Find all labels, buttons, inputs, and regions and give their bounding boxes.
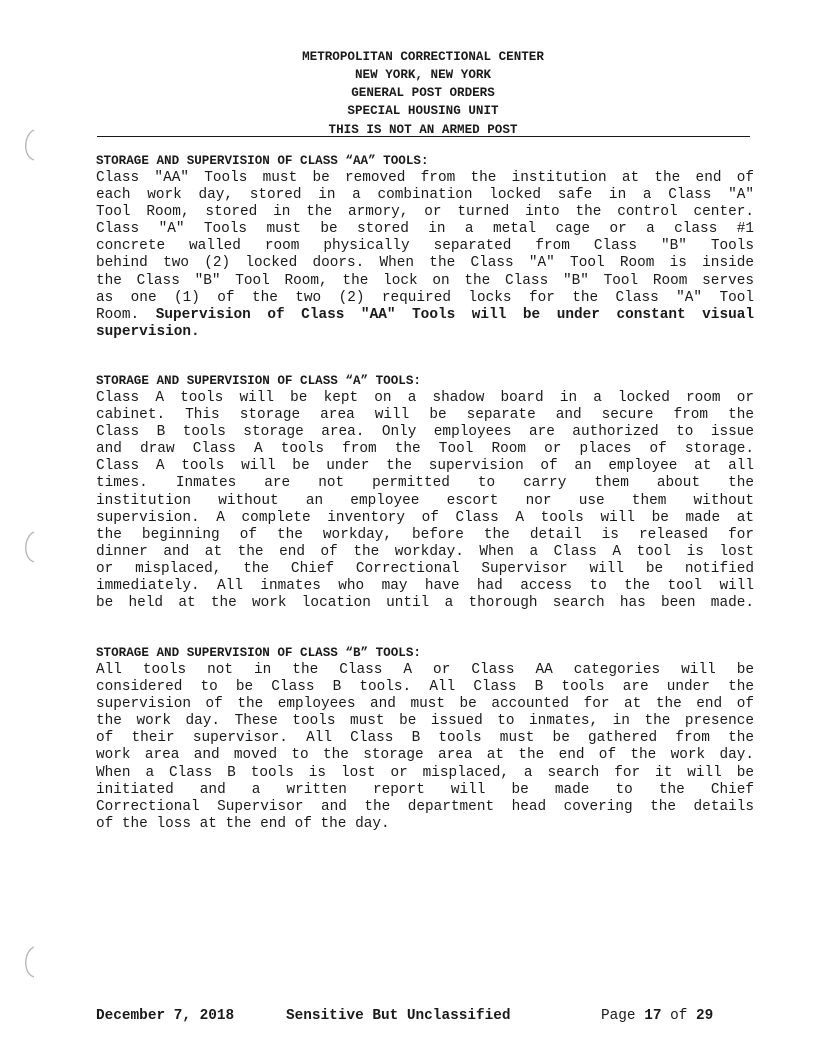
- document-footer: [96, 1006, 736, 1026]
- footer-classification: Sensitive But Unclassified: [286, 1008, 511, 1024]
- header-divider: [97, 136, 750, 137]
- body-line: the work day. These tools must be issued to inmates, in the presence: [96, 713, 754, 730]
- section-heading: STORAGE AND SUPERVISION OF CLASS “A” TOOLS:: [96, 374, 421, 388]
- body-line: [96, 324, 754, 341]
- page-total: 29: [696, 1008, 714, 1024]
- header-unit: SPECIAL HOUSING UNIT: [347, 104, 499, 118]
- footer-date: December 7, 2018: [96, 1008, 235, 1024]
- binder-hole-top: [18, 128, 38, 162]
- body-line: All tools not in the Class A or Class AA categories will be: [96, 662, 754, 678]
- body-line: concrete walled room physically separated from Class "B" Tools: [96, 238, 754, 255]
- section-heading: STORAGE AND SUPERVISION OF CLASS “B” TOOLS:: [96, 646, 421, 660]
- body-line: Class B tools storage area. Only employees are authorized to issue: [96, 424, 754, 441]
- body-line: Class "AA" Tools must be removed from the institution at the end of: [96, 170, 754, 186]
- body-line: times. Inmates are not permitted to carry them about the: [96, 475, 754, 492]
- body-line: cabinet. This storage area will be separate and secure from the: [96, 407, 754, 424]
- binder-hole-bottom: [18, 945, 38, 979]
- page-word: Page: [601, 1008, 636, 1024]
- header-agency: METROPOLITAN CORRECTIONAL CENTER: [302, 50, 544, 64]
- body-line-mixed: [96, 307, 754, 324]
- header-location: NEW YORK, NEW YORK: [354, 68, 492, 82]
- section-class-a-tools: [96, 373, 754, 612]
- body-line: and draw Class A tools from the Tool Room or places of storage.: [96, 441, 754, 458]
- header-document-type: GENERAL POST ORDERS: [351, 86, 495, 100]
- of-word: of: [670, 1008, 688, 1024]
- page-current: 17: [644, 1008, 662, 1024]
- body-text: Room.: [96, 306, 140, 323]
- body-line: supervision. A complete inventory of Class A tools will be made at: [96, 509, 754, 526]
- body-line: When a Class B tools is lost or misplaced, a search for it will be: [96, 764, 754, 781]
- body-line: of the loss at the end of the day.: [96, 815, 390, 832]
- body-line: be held at the work location until a thorough search has been made.: [96, 595, 754, 612]
- header-post-status: THIS IS NOT AN ARMED POST: [328, 123, 518, 137]
- binder-hole-middle: [18, 530, 38, 564]
- body-line: behind two (2) locked doors. When the Class "A" Tool Room is inside: [96, 255, 754, 272]
- body-emphasis: supervision.: [96, 323, 200, 340]
- body-line: the beginning of the workday, before the detail is released for: [96, 526, 754, 543]
- body-line: Tool Room, stored in the armory, or turned into the control center.: [96, 204, 754, 221]
- body-line: Correctional Supervisor and the department head covering the details: [96, 798, 754, 815]
- body-line: Class A tools will be kept on a shadow board in a locked room or: [96, 390, 754, 406]
- body-line: the Class "B" Tool Room, the lock on the Class "B" Tool Room serves: [96, 272, 754, 289]
- body-line: Class "A" Tools must be stored in a metal cage or a class #1: [96, 221, 754, 238]
- body-emphasis: Supervision of Class "AA" Tools will be under constant visual: [155, 306, 754, 323]
- body-line: supervision of the employees and must be accounted for at the end of: [96, 696, 754, 713]
- body-line: work area and moved to the storage area at the end of the work day.: [96, 747, 754, 764]
- body-line: dinner and at the end of the workday. When a Class A tool is lost: [96, 543, 754, 560]
- body-line: initiated and a written report will be made to the Chief: [96, 781, 754, 798]
- body-line: immediately. All inmates who may have had access to the tool will: [96, 578, 754, 595]
- body-line: each work day, stored in a combination locked safe in a Class "A": [96, 187, 754, 204]
- section-heading: STORAGE AND SUPERVISION OF CLASS “AA” TOOLS:: [96, 154, 429, 168]
- body-line: of their supervisor. All Class B tools must be gathered from the: [96, 730, 754, 747]
- body-line: as one (1) of the two (2) required locks for the Class "A" Tool: [96, 289, 754, 306]
- body-line: Class A tools will be under the supervision of an employee at all: [96, 458, 754, 475]
- section-body: [96, 662, 754, 833]
- body-line: institution without an employee escort nor use them without: [96, 492, 754, 509]
- section-class-b-tools: [96, 645, 754, 833]
- section-body: [96, 390, 754, 612]
- body-line: considered to be Class B tools. All Class B tools are under the: [96, 679, 754, 696]
- section-class-aa-tools: [96, 153, 754, 341]
- section-body: [96, 170, 754, 341]
- footer-page-number: [601, 1006, 713, 1026]
- document-header: [96, 48, 750, 139]
- body-line: or misplaced, the Chief Correctional Supervisor will be notified: [96, 560, 754, 577]
